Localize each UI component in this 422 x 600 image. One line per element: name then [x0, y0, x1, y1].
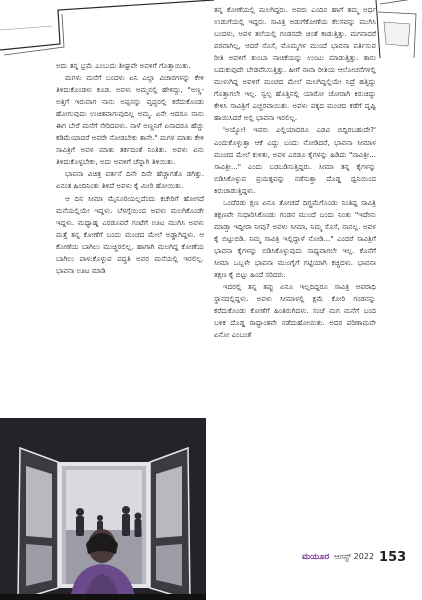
paragraph: ಒಂದೆರಡು ಕ್ಷಣ ಏನೂ ತೋಚದೆ ದಿಗ್ಭ್ರಮೆಗೊಂಡು ನಿಂತಿದ್ದ ಸಾವಿತ್ರಿ ತಕ್ಷಣವೇ ಸುಧಾರಿಸಿಕೊಂಡು ಗಂಡನ ಮುಂದೆ ಬಂದು ನಿಂತು "ಇದೇನು ಮಾಡ್ತಾ ಇದ್ದೀರಾ ನೀವು? ಅವಳು ಸೀಮಾ, ನಿಮ್ಮ ಸೊಸೆ, ನಾನಲ್ಲ. ಅವಳ ಕೈ ಬಿಟ್ಟುಬಿಡಿ. ನಿಮ್ಮ ಸಾವಿತ್ರಿ ಇಲ್ಲಿದ್ದಾಳೆ ನೋಡಿ..." ಎಂದರೆ ಸಾವಿತ್ರಿಗೆ ಭಾವನಾ ಕೈಗಳನ್ನು ಬಿಡಿಸಿಕೊಳ್ಳುವುದು ಸಾಧ್ಯವಾಗಲೇ ಇಲ್ಲ. ಕೊನೆಗೆ ಸೀಮಾ ಒಬ್ಬಳೇ ಭಾವನಾ ಮುಂಗೈಗೆ ಗಟ್ಟಿಯಾಗಿ ಕಚ್ಚಿದಳು. ಭಾವನಾ ತಕ್ಷಣ ಕೈ ಬಿಟ್ಟು ಹಿಂದೆ ಸರಿದರು.: [214, 197, 376, 280]
story-illustration: [0, 418, 206, 600]
paragraph: ಆ ದಿನ ಸೀಮಾ ಮೈಸೂರಿಯಲ್ಲದೆಂದು ಕಚೇರಿಗೆ ಹೋಗದೆ ಮನೆಯಲ್ಲಿಯೇ ಇದ್ದಳು. ಬೆಳಗ್ಗೆಯಿಂದ ಅವಳು ಮಲಗಿಕೊಂಡೇ ಇದ್ದಳು. ಮಧ್ಯಾಹ್ನ ಎರಡೂವರೆ ಗಂಟೆಗೆ ಊಟ ಮುಗಿಸಿ ಅವಳು ಮತ್ತೆ ತನ್ನ ಕೋಣೆಗೆ ಬಂದು ಮಂಚದ ಮೇಲೆ ಅಡ್ಡಾಗಿದ್ದಳು. ಆ ಕೋಣೆಯ ಬಾಗಿಲು ಮುಚ್ಚಿರಲಿಲ್ಲ. ಹಾಗಾಗಿ ಮಲಗಿದ್ದ ಕೋಣೆಯ ಬಾಗಿಲು ಪಾಳುಕೊಳ್ಳುವ ಪದ್ಧತಿ ಅವರ ಮನೆಯಲ್ಲಿ ಇರಲಿಲ್ಲ. ಭಾವನಾ ಊಟ ಮಾಡಿ: [56, 193, 204, 275]
page-number: 153: [379, 549, 407, 565]
paragraph: ತನ್ನ ಕೋಣೆಯಲ್ಲಿ ಮಲಗಿದ್ದರು. ಅವರು ಎಂದಿನ ಹಾಗೆ ತಮ್ಮ ಅರ್ಧ ಉಡುಗೆಯಲ್ಲಿ ಇದ್ದರು. ಸಾವಿತ್ರಿ ಅಡುಗೆಕೋಣೆಯ ಕೆಲಸವನ್ನು ಮುಗಿಸಿ ಬಂದಳು, ಅವಳ ತಲೆಯಲ್ಲಿ ಗಂಡನದೇ ಚಿಂತೆ ಕಾಡುತ್ತಿತ್ತು. ಮಗನಾದರೆ ಪರವಾಗಿಲ್ಲ, ಆದರೆ ಸೊಸೆ, ಮೊಮ್ಮಗಳ ಮುಂದೆ ಭಾವನಾ ವರ್ತಿಸುವ ರೀತಿ ಅವಳಿಗೆ ತುಂಬಾ ನಾಚಿಕೆಯನ್ನು ಉಂಟು ಮಾಡುತ್ತಿತ್ತು. ತಾನು ಬದುಕುವುದೇ ಬೇಡವೆನಿಸುತ್ತಿತ್ತು. ಹೀಗೆ ನಾನಾ ರೀತಿಯ ಆಲೋಚನೆಗಳಲ್ಲಿ ಮುಳುಗಿದ್ದ ಅವಳಿಗೆ ಮಂಚದ ಮೇಲೆ ಮಲಗಿದ್ದಲ್ಲಿಯೇ ನಿದ್ರೆ ಹತ್ತಿದ್ದು ಗೊತ್ತಾಗಲೇ ಇಲ್ಲ. ಸ್ವಲ್ಪ ಹೊತ್ತಿನಲ್ಲಿ ಯಾರೋ ಜೋರಾಗಿ ಕಿರುಚಿದ್ದು ಕೇಳಿಸಿ ಸಾವಿತ್ರಿಗೆ ಎಚ್ಚರವಾಯಿತು. ಅವಳು ಪಕ್ಕದ ಮಂಚದ ಕಡೆಗೆ ದೃಷ್ಟಿ ಹಾಯಿಸಿದರೆ ಅಲ್ಲಿ ಭಾವನಾ ಇರಲಿಲ್ಲ.: [214, 5, 376, 123]
paragraph: ಭಾವನಾ ವಿಚಿತ್ರ ವರ್ತನೆ ದಿನೇ ದಿನೇ ಹೆಚ್ಚಾಗತೊ ಡಗಿತ್ತು. ಏನಂತ ಹಿಂದಿನಿಂತು ತಿಳಿದೆ ಅವಳು ಕೈ ಮೀರಿ ಹೋಯಿತು.: [56, 169, 204, 191]
issue-date: ಆಗಸ್ಟ್ 2022: [334, 552, 375, 561]
paragraph: ಇದರಲ್ಲಿ ತನ್ನ ತಪ್ಪು ಏನೂ ಇಲ್ಲದಿದ್ದರೂ ಸಾವಿತ್ರಿ ಅಪರಾಧಿ ಸ್ಥಾನದಲ್ಲಿದ್ದಳು. ಅವಳು ಸೀಮಾಳಲ್ಲಿ ಕ್ಷಮೆ ಕೋರಿ ಗಂಡನನ್ನು ಕರೆದುಕೊಂಡು ಕೋಣೆಗೆ ಹಿಂತಿರುಗಿದಳು. ಸಂಜೆ ಮಗ ಮನೆಗೆ ಬಂದ ಬಳಿಕ ದೊಡ್ಡ ರಾದ್ಧಾಂತವೇ ನಡೆದುಹೋಯಿತು. ಅದರ ಪರಿಣಾಮವೇ ಏನೋ ಎಂಬಂತೆ: [214, 282, 376, 340]
paragraph: 'ಅಯ್ಯೋ! ಇವರು ಎಲ್ಲಿಯಾದರೂ ಎಡವಿ ಬಿದ್ದಿರಬಹುದೇ?' ಎಂದುಕೊಳ್ಳುತ್ತಾ ಆಕೆ ಎದ್ದು ಬಂದು ನೋಡಿದರೆ, ಭಾವನಾ ಸೀಮಾಳ ಮಂಚದ ಮೇಲೆ ಕುಳಿತು, ಅವಳ ಎರಡೂ ಕೈಗಳನ್ನು ಹಿಡಿದು "ಸಾವಿತ್ರೀ... ಸಾವಿತ್ರೀ..." ಎಂದು ಬಡಬಡಿಸುತ್ತಿದ್ದರು. ಸೀಮಾ ತನ್ನ ಕೈಗಳನ್ನು ಬಿಡಿಸಿಕೊಳ್ಳುವ ಪ್ರಯತ್ನವನ್ನು ನಡೆಸುತ್ತಾ ದೊಡ್ಡ ಧ್ವನಿಯಿಂದ ಕಿರುಚಾಡುತ್ತಿದ್ದಳು.: [214, 125, 376, 195]
right-text-column: [214, 4, 376, 544]
paragraph: ಮಗಳು ಮನೆಗೆ ಬಂದಳು ಏನಿ ಎಲ್ಲಾ ವಿಚಾರಗಳನ್ನು ಕೇಳಿ ತಿಳಿದುಕೊಂಡಳು ಕೂಡ. ಅವಳು ಅಮ್ಮನಲ್ಲಿ ಹೇಳಿದ್ದು, "ಅಣ್ಣ-ಅತ್ತಿಗೆ ಇರುವಾಗ ನಾನು ಅಪ್ಪನನ್ನು ವೃದ್ಧರಲ್ಲಿ ಕರೆದುಕೊಂಡು ಹೋಗುವುದು ಉಚಿತವಾಗುವುದಿಲ್ಲ ಅಮ್ಮ. ಏನೇ ಆದರೂ ನಾನು ಈಗ ಬೇರೆ ಮನೆಗೆ ಸೇರಿದವಳು. ನಾಳೆ ಅಣ್ಣನಿಗೆ ಏನಾದರೂ ಹೆಚ್ಚು ಕಡಿಮೆಯಾದರೆ ಅವರೇ ನೋಡಬೇಕು ತಾನೇ." ಮಗಳ ಮಾತು ಕೇಳಿ ಸಾವಿತ್ರಿಗೆ ಅವಳ ಮಾತು ತರ್ಕದಂತೆ ನಿಂತಿತು. ಅವಳು ಏನು ತಿಳಿದುಕೊಳ್ಳಬೇಕು, ಅದು ಅವಳಿಗೆ ಚೆನ್ನಾಗಿ ತಿಳಿಯಿತು.: [56, 73, 204, 167]
magazine-logo: ಮಯೂರ: [302, 552, 330, 562]
left-text-column: [56, 60, 204, 420]
page-footer: [302, 545, 412, 569]
paragraph: ಅದು ತನ್ನ ಭ್ರಮೆ ಎಂಬುದು ಶೀಘ್ರವೇ ಅವಳಿಗೆ ಗೊತ್ತಾಯಿತು.: [56, 61, 191, 70]
